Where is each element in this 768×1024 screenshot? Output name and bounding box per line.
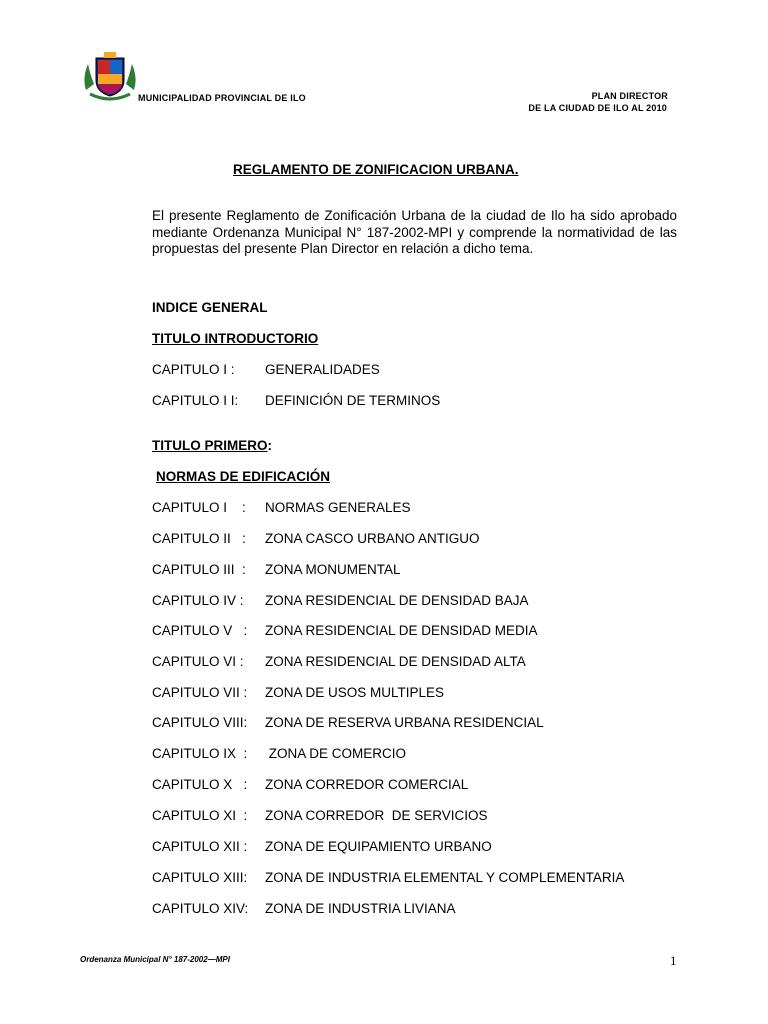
chapter-title: ZONA CASCO URBANO ANTIGUO [265,531,480,546]
index-heading: INDICE GENERAL [152,300,268,315]
chapter-title: ZONA DE EQUIPAMIENTO URBANO [265,839,492,854]
chapter-number: CAPITULO IX : [152,746,248,761]
chapter-number: CAPITULO II : [152,531,246,546]
titulo-primero-heading [152,438,272,453]
chapter-title: GENERALIDADES [265,362,380,377]
chapter-number: CAPITULO XIII: [152,870,248,885]
header-institution: MUNICIPALIDAD PROVINCIAL DE ILO [138,93,306,103]
chapter-title: ZONA DE USOS MULTIPLES [265,685,445,700]
chapter-number: CAPITULO XIV: [152,901,249,916]
chapter-title: ZONA DE COMERCIO [265,746,407,761]
chapter-title: ZONA RESIDENCIAL DE DENSIDAD BAJA [265,593,529,608]
chapter-number: CAPITULO I : [152,362,235,377]
chapter-title: ZONA MONUMENTAL [265,562,401,577]
chapter-title: ZONA DE RESERVA URBANA RESIDENCIAL [265,715,544,730]
chapter-title: ZONA RESIDENCIAL DE DENSIDAD MEDIA [265,623,538,638]
chapter-title: NORMAS GENERALES [265,500,411,515]
chapter-number: CAPITULO X : [152,777,248,792]
page-number: 1 [670,953,677,968]
document-title: REGLAMENTO DE ZONIFICACION URBANA. [233,162,519,177]
chapter-number: CAPITULO IV : [152,593,244,608]
chapter-number: CAPITULO I I: [152,393,239,408]
chapter-number: CAPITULO XI : [152,808,248,823]
chapter-number: CAPITULO VIII: [152,715,248,730]
header-plan-line1: PLAN DIRECTOR [591,91,668,101]
chapter-number: CAPITULO V : [152,623,248,638]
chapter-number: CAPITULO VII : [152,685,248,700]
header-plan-line2: DE LA CIUDAD DE ILO AL 2010 [528,103,667,113]
intro-paragraph: El presente Reglamento de Zonificación Urbana de la ciudad de Ilo ha sido aprobado mediante Ordenanza Municipal N° 187-2002-MPI y comprende la normatividad de las propuestas del presente Plan Director en relación a dicho tema. [152,208,677,256]
chapter-title: ZONA CORREDOR DE SERVICIOS [265,808,488,823]
titulo-introductorio-heading: TITULO INTRODUCTORIO [152,331,319,346]
titulo-primero-colon: : [267,438,272,453]
chapter-title: ZONA CORREDOR COMERCIAL [265,777,469,792]
chapter-title: ZONA DE INDUSTRIA LIVIANA [265,901,456,916]
footer-ordinance: Ordenanza Municipal N° 187-2002—MPI [80,955,230,964]
municipal-crest-logo [80,50,140,102]
chapter-number: CAPITULO VI : [152,654,244,669]
normas-edificacion-heading: NORMAS DE EDIFICACIÓN [156,469,331,484]
chapter-number: CAPITULO I : [152,500,246,515]
chapter-title: DEFINICIÓN DE TERMINOS [265,393,441,408]
chapter-title: ZONA RESIDENCIAL DE DENSIDAD ALTA [265,654,526,669]
chapter-number: CAPITULO XII : [152,839,248,854]
chapter-title: ZONA DE INDUSTRIA ELEMENTAL Y COMPLEMENTARIA [265,870,625,885]
titulo-primero-text: TITULO PRIMERO [152,438,268,453]
chapter-number: CAPITULO III : [152,562,246,577]
